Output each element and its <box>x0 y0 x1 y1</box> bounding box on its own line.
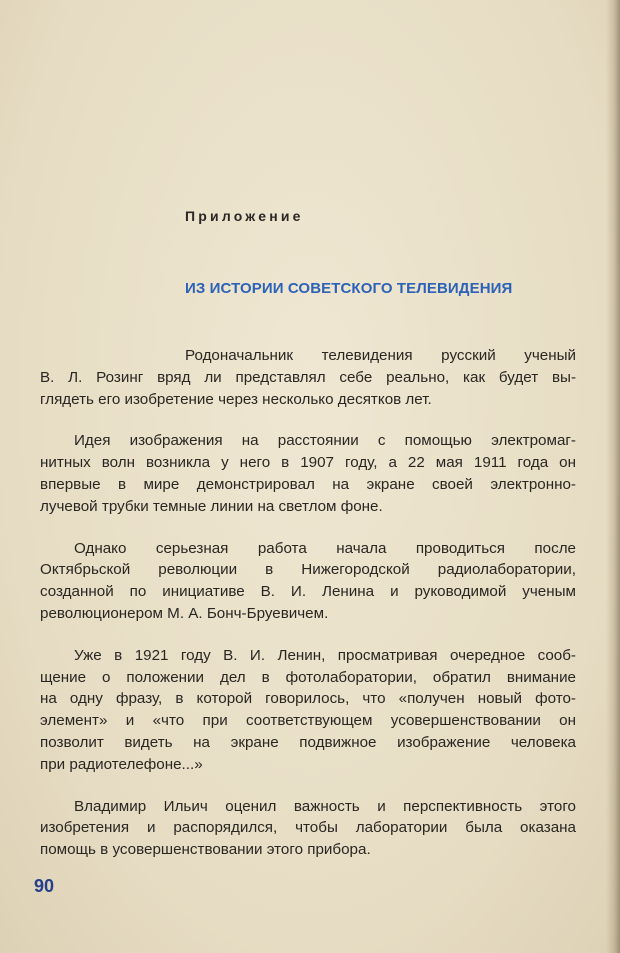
text-line: позволит видеть на экране подвижное изображение человека <box>40 733 576 751</box>
text-line: Уже в 1921 году В. И. Ленин, просматривая очередное сооб- <box>74 646 576 664</box>
appendix-label: Приложение <box>185 208 304 224</box>
body-text <box>40 345 576 881</box>
text-line: В. Л. Розинг вряд ли представлял себе реально, как будет вы- <box>40 368 576 386</box>
section-title: ИЗ ИСТОРИИ СОВЕТСКОГО ТЕЛЕВИДЕНИЯ <box>185 280 513 297</box>
page-number: 90 <box>34 876 55 896</box>
text-line: Владимир Ильич оценил важность и перспективность этого <box>74 797 576 815</box>
text-line: созданной по инициативе В. И. Ленина и руководимой ученым <box>40 583 576 601</box>
paragraph-5 <box>40 796 576 861</box>
text-line: элемент» и «что при соответствующем усовершенствовании он <box>40 712 576 730</box>
text-line: помощь в усовершенствовании этого прибора. <box>40 841 371 859</box>
text-line: впервые в мире демонстрировал на экране своей электронно- <box>40 475 576 493</box>
text-line: нитных волн возникла у него в 1907 году, а 22 мая 1911 года он <box>40 454 576 472</box>
text-line: Родоначальник телевидения русский ученый <box>185 347 576 364</box>
text-line: Однако серьезная работа начала проводиться после <box>74 539 576 557</box>
text-line: изобретения и распорядился, чтобы лаборатории была оказана <box>40 819 576 837</box>
page-edge-shadow <box>606 0 620 953</box>
text-line: революционером М. А. Бонч-Бруевичем. <box>40 604 329 622</box>
text-line: на одну фразу, в которой говорилось, что «получен новый фото- <box>40 690 576 708</box>
text-line: Идея изображения на расстоянии с помощью электромаг- <box>74 432 576 450</box>
paragraph-2 <box>40 430 576 517</box>
paragraph-3 <box>40 538 576 625</box>
text-line: щение о положении дел в фотолаборатории, обратил внимание <box>40 668 576 686</box>
text-line: лучевой трубки темные линии на светлом фоне. <box>40 497 383 515</box>
paragraph-4 <box>40 645 576 776</box>
paragraph-1 <box>40 345 576 410</box>
text-line: при радиотелефоне...» <box>40 755 203 773</box>
text-line: Октябрьской революции в Нижегородской радиолаборатории, <box>40 561 576 579</box>
text-line: глядеть его изобретение через несколько десятков лет. <box>40 390 432 408</box>
